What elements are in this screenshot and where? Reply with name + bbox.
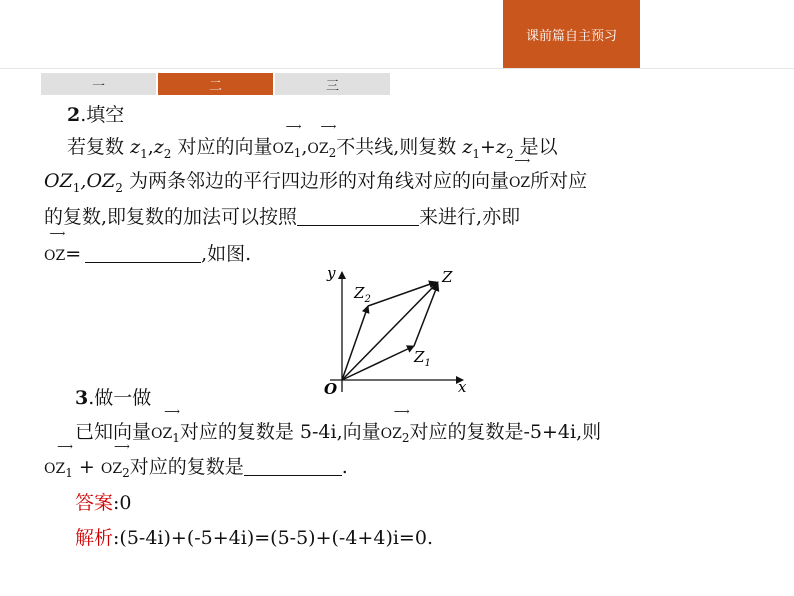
section-2-line-3 (44, 203, 520, 231)
sub: 2 (401, 430, 410, 445)
text: 对应的向量 (177, 136, 273, 158)
header-divider (0, 68, 794, 69)
vector-text: OZ (151, 426, 173, 442)
sub: 1 (140, 146, 148, 161)
vector-oz2 (100, 440, 130, 487)
plus: + (78, 456, 95, 478)
var-z1: z (462, 136, 473, 158)
point-z1-label (413, 348, 431, 369)
tab-bar (41, 73, 392, 95)
sub: 2 (328, 145, 337, 160)
vector-text: OZ (44, 248, 66, 264)
section-3-heading: .做一做 (88, 387, 152, 409)
tab-2[interactable]: 二 (158, 73, 273, 95)
vector-arrow-icon: ⟶ (514, 154, 531, 167)
x-axis-label: x (458, 378, 467, 396)
text: ,如图. (201, 243, 252, 265)
var-plus-z2: +z (480, 136, 506, 158)
z2-main: Z (354, 284, 365, 302)
point-z2-label (353, 284, 371, 305)
var-z2: z (153, 136, 164, 158)
vector-oz (44, 227, 66, 270)
vector-text: OZ (272, 141, 294, 157)
section-3-number: 3 (75, 387, 89, 409)
vector-text: OZ (508, 175, 531, 191)
text: . (341, 456, 348, 478)
vector-text: OZ (44, 461, 66, 477)
sub: 2 (115, 180, 123, 195)
vector-oz2 (307, 120, 337, 167)
answer-value: :0 (113, 492, 132, 514)
origin-label: O (324, 380, 338, 398)
parallelogram-diagram (318, 260, 488, 400)
text: 所对应 (530, 170, 588, 192)
vector-arrow-icon: ⟶ (57, 440, 73, 453)
text: 已知向量 (75, 421, 152, 443)
text: 若复数 (67, 136, 125, 158)
vector-oz1 (272, 120, 302, 167)
vector-arrow-icon: ⟶ (285, 120, 302, 133)
point-z-label: Z (442, 268, 453, 286)
z2-sub: 2 (364, 294, 371, 305)
text: 不共线,则复数 (336, 136, 457, 158)
text: 为两条邻边的平行四边形的对角线对应的向量 (128, 170, 509, 192)
sub: 1 (472, 146, 480, 161)
sub: 1 (172, 430, 180, 445)
vector-arrow-icon: ⟶ (164, 405, 180, 418)
z1-sub: 1 (424, 358, 431, 369)
vector-text: OZ (100, 461, 123, 477)
vector-oz (508, 154, 531, 197)
vector-arrow-icon: ⟶ (49, 227, 66, 240)
text: , (147, 136, 154, 158)
section-2-line-2 (44, 154, 588, 202)
section-2-line-4 (44, 227, 252, 270)
solution-line (75, 524, 433, 552)
vector-arrow-icon: ⟶ (393, 405, 410, 418)
vector-text: OZ (307, 141, 329, 157)
vector-arrow-icon: ⟶ (113, 440, 130, 453)
section-3-line-1 (75, 405, 602, 452)
equals: = (65, 243, 82, 265)
tab-3[interactable]: 三 (275, 73, 390, 95)
text: 是以 (519, 136, 558, 158)
text: , (301, 136, 308, 158)
text: 对应的复数是 5-4i,向量 (179, 421, 381, 443)
vector-arrow-icon: ⟶ (320, 120, 337, 133)
vector-oz1 (151, 405, 180, 452)
var-oz2: ,OZ (80, 170, 116, 192)
solution-label: 解析 (75, 527, 114, 549)
section-3-line-2 (44, 440, 348, 487)
y-axis-label: y (327, 264, 336, 282)
var-oz1: OZ (44, 170, 73, 192)
section-3-title (75, 384, 151, 412)
text: 对应的复数是 (129, 456, 244, 478)
text: 的复数,即复数的加法可以按照 (44, 206, 298, 228)
solution-text: :(5-4i)+(-5+4i)=(5-5)+(-4+4)i=0. (113, 527, 433, 549)
section-2-heading: .填空 (80, 104, 125, 126)
text: 对应的复数是-5+4i,则 (409, 421, 602, 443)
vector-oz2 (380, 405, 410, 452)
answer-label: 答案 (75, 492, 114, 514)
text: 来进行,亦即 (419, 206, 521, 228)
vector-text: OZ (380, 426, 402, 442)
sub: 2 (122, 465, 130, 480)
section-2-title (67, 101, 124, 129)
section-2-line-1 (67, 120, 558, 168)
fill-blank[interactable] (244, 455, 342, 476)
sub: 2 (505, 146, 514, 161)
sub: 1 (72, 180, 81, 195)
sub: 1 (65, 465, 73, 480)
fill-blank[interactable] (85, 242, 201, 263)
fill-blank[interactable] (297, 205, 419, 226)
sub: 2 (163, 146, 172, 161)
sub: 1 (293, 145, 302, 160)
section-corner-tab[interactable]: 课前篇自主预习 (503, 0, 640, 68)
tab-1[interactable]: 一 (41, 73, 156, 95)
answer-line (75, 489, 132, 517)
section-2-number: 2 (67, 104, 81, 126)
vector-oz1 (44, 440, 73, 487)
var-z1: z (130, 136, 141, 158)
z1-main: Z (414, 348, 425, 366)
